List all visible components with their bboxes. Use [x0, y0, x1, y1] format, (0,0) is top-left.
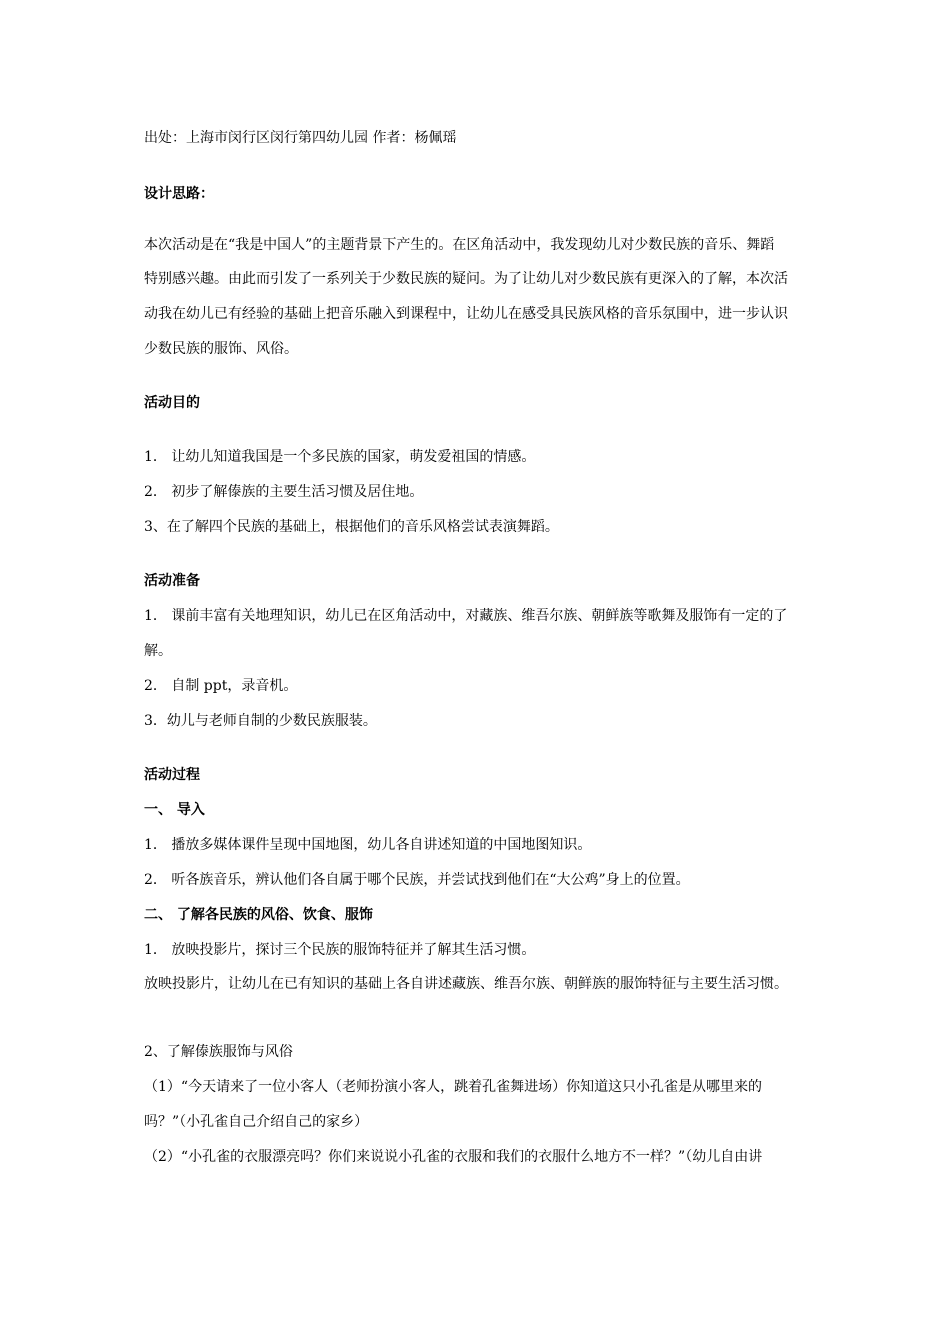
- prep-item: 解。: [144, 643, 172, 659]
- goals-heading: 活动目的: [144, 395, 200, 411]
- prep-item: 3．幼儿与老师自制的少数民族服装。: [144, 713, 377, 729]
- process-heading: 活动过程: [144, 767, 200, 783]
- subsection-line: （1）“今天请来了一位小客人（老师扮演小客人，跳着孔雀舞进场）你知道这只小孔雀是从哪里来的: [144, 1079, 763, 1095]
- design-para-line: 动我在幼儿已有经验的基础上把音乐融入到课程中，让幼儿在感受具民族风格的音乐氛围中，进一步认识: [144, 306, 788, 322]
- goal-item: 2． 初步了解傣族的主要生活习惯及居住地。: [144, 484, 424, 500]
- design-para-line: 特别感兴趣。由此而引发了一系列关于少数民族的疑问。为了让幼儿对少数民族有更深入的了解，本次活: [144, 271, 788, 287]
- section-item: 2． 听各族音乐，辨认他们各自属于哪个民族，并尝试找到他们在“大公鸡”身上的位置。: [144, 872, 690, 888]
- prep-item: 1． 课前丰富有关地理知识，幼儿已在区角活动中，对藏族、维吾尔族、朝鲜族等歌舞及服饰有一定的了: [144, 608, 788, 624]
- section-item: 放映投影片，让幼儿在已有知识的基础上各自讲述藏族、维吾尔族、朝鲜族的服饰特征与主要生活习惯。: [144, 976, 788, 992]
- section-title: 一、 导入: [144, 802, 205, 818]
- section-item: 1． 放映投影片，探讨三个民族的服饰特征并了解其生活习惯。: [144, 942, 536, 958]
- prep-heading: 活动准备: [144, 573, 200, 589]
- subsection-title: 2、了解傣族服饰与风俗: [144, 1044, 293, 1060]
- goal-item: 3、在了解四个民族的基础上，根据他们的音乐风格尝试表演舞蹈。: [144, 519, 559, 535]
- design-para-line: 本次活动是在“我是中国人”的主题背景下产生的。在区角活动中，我发现幼儿对少数民族的音乐、舞蹈: [144, 237, 775, 253]
- source-line: 出处：上海市闵行区闵行第四幼儿园 作者：杨佩瑶: [144, 130, 457, 146]
- section-title: 二、 了解各民族的风俗、饮食、服饰: [144, 907, 373, 923]
- subsection-line: （2）“小孔雀的衣服漂亮吗？你们来说说小孔雀的衣服和我们的衣服什么地方不一样？”（幼儿自由讲: [144, 1149, 763, 1165]
- design-heading: 设计思路：: [144, 186, 214, 202]
- subsection-line: 吗？”（小孔雀自己介绍自己的家乡）: [144, 1114, 369, 1130]
- goal-item: 1． 让幼儿知道我国是一个多民族的国家，萌发爱祖国的情感。: [144, 449, 536, 465]
- prep-item: 2． 自制 ppt，录音机。: [144, 678, 298, 694]
- section-item: 1． 播放多媒体课件呈现中国地图，幼儿各自讲述知道的中国地图知识。: [144, 837, 592, 853]
- design-para-line: 少数民族的服饰、风俗。: [144, 341, 298, 357]
